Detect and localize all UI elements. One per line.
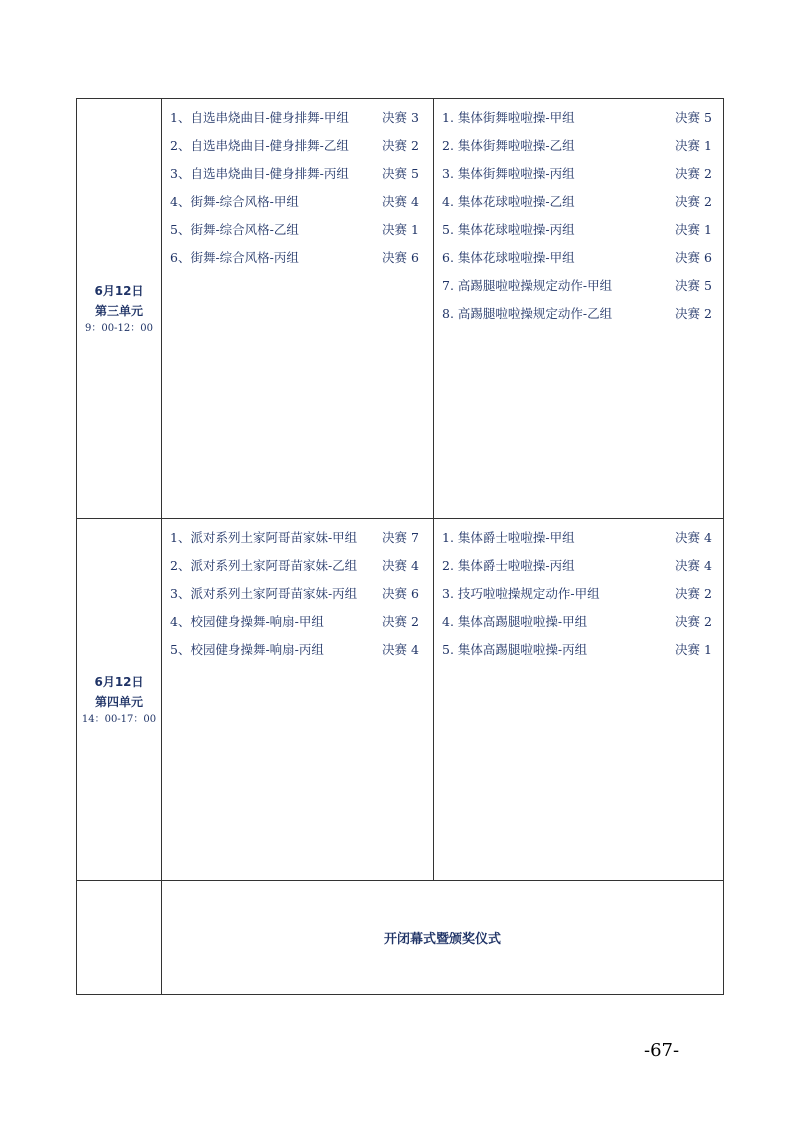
event-stage: 决赛 2 (675, 306, 712, 321)
list-item (442, 188, 723, 216)
ceremony-title: 开闭幕式暨颁奖仪式 (162, 881, 724, 995)
event-stage: 决赛 5 (675, 110, 712, 125)
event-stage: 决赛 4 (675, 558, 712, 573)
event-name: 5. 集体高踢腿啦啦操-丙组 (442, 642, 588, 657)
list-item (170, 552, 433, 580)
event-list (162, 519, 433, 664)
event-stage: 决赛 5 (382, 166, 419, 181)
event-list (434, 519, 723, 664)
date-cell (77, 519, 162, 881)
date: 6月12日 (94, 674, 144, 689)
event-name: 1、自选串烧曲目-健身排舞-甲组 (170, 110, 349, 125)
event-stage: 决赛 2 (675, 194, 712, 209)
empty-date-cell (77, 881, 162, 995)
list-item (442, 104, 723, 132)
event-name: 3、自选串烧曲目-健身排舞-丙组 (170, 166, 349, 181)
event-name: 2. 集体爵士啦啦操-丙组 (442, 558, 575, 573)
list-item (170, 132, 433, 160)
event-stage: 决赛 1 (675, 642, 712, 657)
venue-a-cell (162, 519, 434, 881)
time-range: 14：00-17：00 (81, 713, 157, 725)
event-name: 7. 高踢腿啦啦操规定动作-甲组 (442, 278, 613, 293)
event-name: 4、街舞-综合风格-甲组 (170, 194, 299, 209)
list-item (442, 552, 723, 580)
list-item (442, 608, 723, 636)
event-name: 5. 集体花球啦啦操-丙组 (442, 222, 575, 237)
venue-b-cell (434, 99, 724, 519)
event-stage: 决赛 6 (382, 586, 419, 601)
event-stage: 决赛 4 (382, 558, 419, 573)
list-item (442, 300, 723, 328)
unit-row (77, 519, 724, 881)
event-name: 8. 高踢腿啦啦操规定动作-乙组 (442, 306, 613, 321)
event-stage: 决赛 2 (675, 586, 712, 601)
event-stage: 决赛 1 (382, 222, 419, 237)
list-item (442, 272, 723, 300)
ceremony-row (77, 881, 724, 995)
event-name: 1、派对系列土家阿哥苗家妹-甲组 (170, 530, 358, 545)
event-stage: 决赛 1 (675, 138, 712, 153)
event-name: 4、校园健身操舞-响扇-甲组 (170, 614, 324, 629)
unit-row (77, 99, 724, 519)
time-range: 9：00-12：00 (85, 322, 153, 334)
unit-label: 第四单元 (94, 694, 143, 709)
list-item (170, 580, 433, 608)
event-name: 5、街舞-综合风格-乙组 (170, 222, 299, 237)
page-number: -67- (644, 1040, 680, 1061)
list-item (170, 636, 433, 664)
date: 6月12日 (94, 283, 144, 298)
event-stage: 决赛 2 (675, 166, 712, 181)
event-stage: 决赛 2 (382, 138, 419, 153)
event-stage: 决赛 6 (675, 250, 712, 265)
event-name: 4. 集体高踢腿啦啦操-甲组 (442, 614, 588, 629)
event-list (434, 99, 723, 328)
venue-b-cell (434, 519, 724, 881)
event-name: 6、街舞-综合风格-丙组 (170, 250, 299, 265)
event-stage: 决赛 5 (675, 278, 712, 293)
event-name: 6. 集体花球啦啦操-甲组 (442, 250, 575, 265)
event-name: 1. 集体街舞啦啦操-甲组 (442, 110, 575, 125)
event-name: 3、派对系列土家阿哥苗家妹-丙组 (170, 586, 358, 601)
list-item (170, 104, 433, 132)
schedule-table (76, 98, 724, 995)
event-name: 3. 集体街舞啦啦操-丙组 (442, 166, 575, 181)
list-item (170, 524, 433, 552)
unit-label: 第三单元 (94, 303, 143, 318)
date-cell (77, 99, 162, 519)
list-item (170, 188, 433, 216)
event-name: 1. 集体爵士啦啦操-甲组 (442, 530, 575, 545)
event-stage: 决赛 3 (382, 110, 419, 125)
event-stage: 决赛 7 (382, 530, 419, 545)
event-stage: 决赛 2 (675, 614, 712, 629)
event-name: 4. 集体花球啦啦操-乙组 (442, 194, 575, 209)
event-name: 2. 集体街舞啦啦操-乙组 (442, 138, 575, 153)
event-stage: 决赛 4 (382, 642, 419, 657)
list-item (442, 580, 723, 608)
event-stage: 决赛 4 (382, 194, 419, 209)
event-list (162, 99, 433, 272)
list-item (170, 160, 433, 188)
venue-a-cell (162, 99, 434, 519)
event-stage: 决赛 1 (675, 222, 712, 237)
list-item (442, 524, 723, 552)
list-item (170, 608, 433, 636)
event-name: 3. 技巧啦啦操规定动作-甲组 (442, 586, 600, 601)
event-stage: 决赛 2 (382, 614, 419, 629)
list-item (442, 132, 723, 160)
event-name: 2、自选串烧曲目-健身排舞-乙组 (170, 138, 349, 153)
list-item (442, 244, 723, 272)
list-item (442, 160, 723, 188)
event-stage: 决赛 6 (382, 250, 419, 265)
list-item (170, 244, 433, 272)
event-stage: 决赛 4 (675, 530, 712, 545)
list-item (442, 216, 723, 244)
list-item (170, 216, 433, 244)
event-name: 5、校园健身操舞-响扇-丙组 (170, 642, 324, 657)
event-name: 2、派对系列土家阿哥苗家妹-乙组 (170, 558, 358, 573)
list-item (442, 636, 723, 664)
